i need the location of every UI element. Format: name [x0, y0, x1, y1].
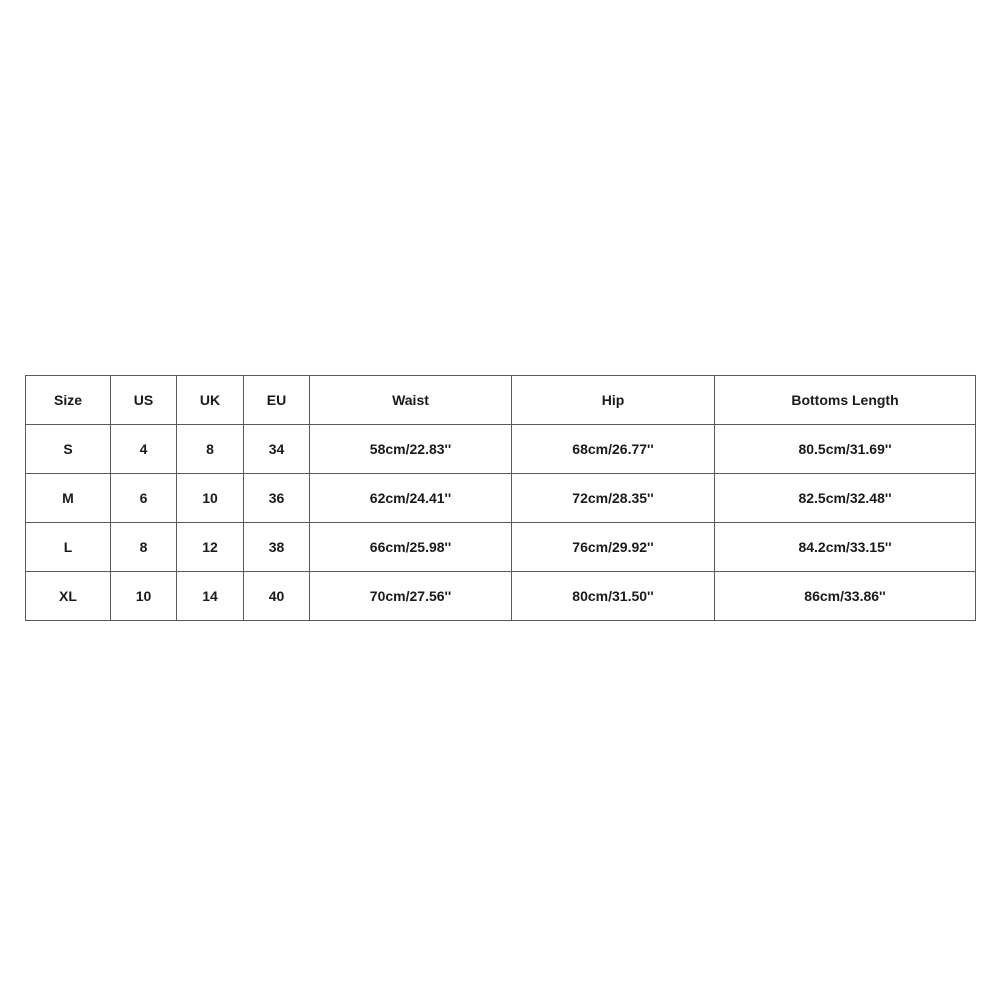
cell-uk: 10 — [177, 474, 244, 523]
table-row — [26, 474, 976, 523]
header-row — [26, 376, 976, 425]
cell-uk: 14 — [177, 572, 244, 621]
cell-uk: 8 — [177, 425, 244, 474]
cell-us: 8 — [111, 523, 177, 572]
cell-waist: 58cm/22.83'' — [310, 425, 512, 474]
cell-hip: 76cm/29.92'' — [512, 523, 715, 572]
size-chart-table — [25, 375, 976, 621]
cell-eu: 38 — [244, 523, 310, 572]
cell-waist: 62cm/24.41'' — [310, 474, 512, 523]
cell-size: XL — [26, 572, 111, 621]
cell-eu: 36 — [244, 474, 310, 523]
header-size: Size — [26, 376, 111, 425]
cell-size: L — [26, 523, 111, 572]
table-row — [26, 425, 976, 474]
cell-bottoms-length: 82.5cm/32.48'' — [715, 474, 976, 523]
cell-waist: 70cm/27.56'' — [310, 572, 512, 621]
header-bottoms-length: Bottoms Length — [715, 376, 976, 425]
header-eu: EU — [244, 376, 310, 425]
header-hip: Hip — [512, 376, 715, 425]
cell-bottoms-length: 80.5cm/31.69'' — [715, 425, 976, 474]
cell-eu: 34 — [244, 425, 310, 474]
cell-us: 10 — [111, 572, 177, 621]
header-waist: Waist — [310, 376, 512, 425]
cell-hip: 68cm/26.77'' — [512, 425, 715, 474]
cell-eu: 40 — [244, 572, 310, 621]
cell-waist: 66cm/25.98'' — [310, 523, 512, 572]
cell-hip: 80cm/31.50'' — [512, 572, 715, 621]
cell-hip: 72cm/28.35'' — [512, 474, 715, 523]
cell-size: M — [26, 474, 111, 523]
table-row — [26, 523, 976, 572]
table-row — [26, 572, 976, 621]
cell-size: S — [26, 425, 111, 474]
header-uk: UK — [177, 376, 244, 425]
header-us: US — [111, 376, 177, 425]
cell-bottoms-length: 84.2cm/33.15'' — [715, 523, 976, 572]
cell-us: 4 — [111, 425, 177, 474]
cell-bottoms-length: 86cm/33.86'' — [715, 572, 976, 621]
cell-us: 6 — [111, 474, 177, 523]
cell-uk: 12 — [177, 523, 244, 572]
